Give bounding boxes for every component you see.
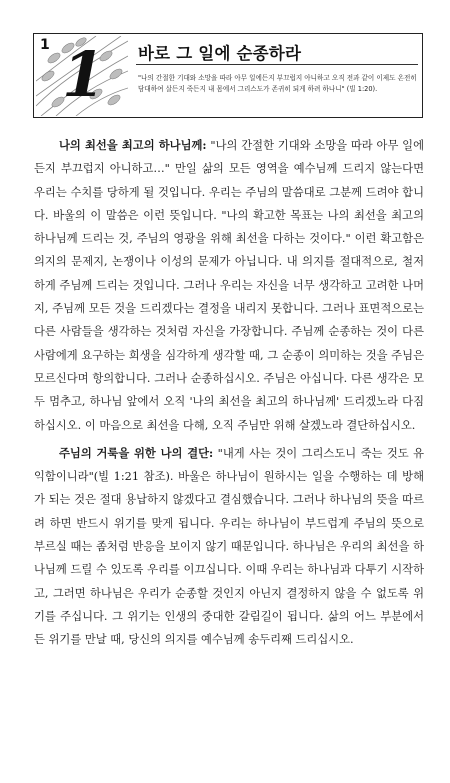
body-text	[34, 134, 424, 652]
paragraph-1-lead: 나의 최선을 최고의 하나님께:	[59, 138, 207, 152]
title-underline	[136, 64, 418, 65]
paragraph-1	[34, 134, 424, 437]
large-chapter-numeral: 1	[62, 38, 106, 111]
paragraph-2-lead: 주님의 거룩을 위한 나의 결단:	[59, 445, 214, 460]
scripture-quote: "나의 간절한 기대와 소망을 따라 아무 일에든지 부끄럽지 아니하고 오직 전과 같이 이제도 온전히 담대하여 살든지 죽든지 내 몸에서 그리스도가 존귀히 되게 하려 하나니" (빌 1:20).	[138, 74, 417, 93]
paragraph-2	[34, 442, 424, 652]
paragraph-1-text: "나의 간절한 기대와 소망을 따라 아무 일에든지 부끄럽지 아니하고…" 만일 삶의 모든 영역을 예수님께 드리지 않는다면 우리는 수치를 당하게 될 것입니다. 우리는 주님의 말씀대로 그분께 드려야 합니다. 바울의 이 말씀은 이런 뜻입니다. "나의 확고한 목표는 나의 최선을 최고의 하나님께 드리는 것, 주님의 영광을 위해 최선을 다하는 것이다." 이런 확고함은 의지의 문제지, 논쟁이나 이성의 문제가 아닙니다. 내 의지를 절대적으로, 철저하게 주님께 드리는 것입니다. 그러나 우리는 자신을 너무 생각하고 고려한 나머지, 주님께 모든 것을 드리겠다는 결정을 내리지 못합니다. 그러나 표면적으로는 다른 사람들을 생각하는 것처럼 자신을 가장합니다. 주님께 순종하는 것이 다른 사람에게 요구하는 희생을 심각하게 생각할 때, 그 순종이 의미하는 것을 주님은 모르신다며 항의합니다. 그러나 순종하십시오. 주님은 아십니다. 다른 생각은 모두 멈추고, 하나님 앞에서 오직 '나의 최선을 최고의 하나님께' 드리겠노라 다짐하십시오. 이 마음으로 최선을 다해, 오직 주님만 위해 살겠노라 결단하십시오.	[34, 139, 424, 432]
indent	[34, 139, 59, 152]
indent	[34, 447, 59, 460]
paragraph-2-text: "내게 사는 것이 그리스도니 죽는 것도 유익함이니라"(빌 1:21 참조). 바울은 하나님이 원하시는 일을 수행하는 데 방해가 되는 것은 절대 용납하지 않겠다고 결심했습니다. 그러나 하나님의 뜻을 따르려 하면 반드시 위기를 맞게 됩니다. 우리는 하나님이 부드럽게 주님의 뜻으로 부르실 때는 좀처럼 반응을 보이지 않기 때문입니다. 하나님은 우리의 최선을 하나님께 드릴 수 있도록 우리를 이끄십니다. 이때 우리는 하나님과 다투기 시작하고, 그러면 하나님은 우리가 순종할 것인지 아닌지 결정하지 않을 수 없도록 위기를 주십니다. 그 위기는 인생의 중대한 갈림길이 됩니다. 삶의 어느 부분에서든 위기를 만날 때, 당신의 의지를 예수님께 송두리째 드리십시오.	[34, 446, 424, 647]
chapter-title: 바로 그 일에 순종하라	[138, 44, 302, 63]
chapter-number: 1	[40, 37, 50, 53]
